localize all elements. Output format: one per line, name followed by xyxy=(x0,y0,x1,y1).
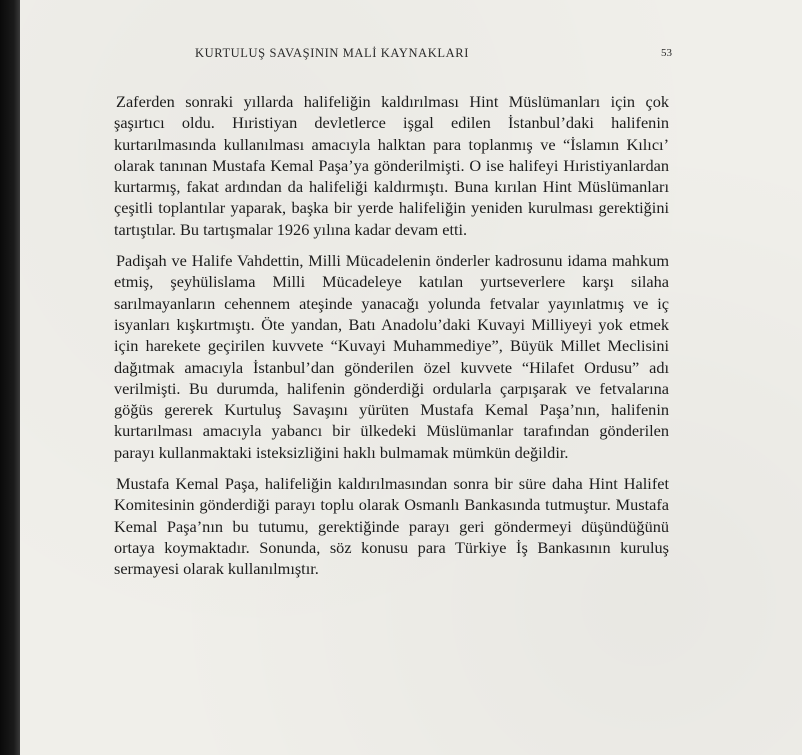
book-binding-edge xyxy=(0,0,20,755)
header-title: KURTULUŞ SAVAŞININ MALİ KAYNAKLARI xyxy=(195,46,469,60)
page-number: 53 xyxy=(661,47,672,59)
paragraph-3: Mustafa Kemal Paşa, halifeliğin kaldırılmasından sonra bir süre daha Hint Halifet Komitesinin gönderdiği parayı toplu olarak Osmanlı Bankasında tutmuştur. Mustafa Kemal Paşa’nın bu tutumu, gerektiğinde parayı geri göndermeyi düşündüğünü ortaya koymaktadır. Sonunda, söz konusu para Türkiye İş Bankasının kuruluş sermayesi olarak kullanılmıştır. xyxy=(114,474,669,579)
paragraph-2: Padişah ve Halife Vahdettin, Milli Mücadelenin önderler kadrosunu idama mahkum etmiş, şeyhülislama Milli Mücadeleye katılan yurtseverlere karşı silaha sarılmayanların cehennem ateşinde yanacağı yolunda fetvalar yayınlatmış ve iç isyanları kışkırtmıştı. Öte yandan, Batı Anadolu’daki Kuvayi Milliyeyi yok etmek için harekete geçirilen kuvvete “Kuvayi Muhammediye”, Büyük Millet Meclisini dağıtmak amacıyla İstanbul’dan gönderilen özel kuvvete “Hilafet Ordusu” adı verilmişti. Bu durumda, halifenin gönderdiği ordularla çarpışarak ve fetvalarına göğüs gererek Kurtuluş Savaşını yürüten Mustafa Kemal Paşa’nın, halifenin kurtarılması amacıyla yabancı bir ülkedeki Müslümanlar tarafından gönderilen parayı kullanmaktaki isteksizliğini haklı bulmamak mümkün değildir. xyxy=(114,251,669,462)
text-body xyxy=(114,91,669,590)
paragraph-1: Zaferden sonraki yıllarda halifeliğin kaldırılması Hint Müslümanları için çok şaşırtıcı oldu. Hıristiyan devletlerce işgal edilen İstanbul’daki halifenin kurtarılmasında kullanılması amacıyla halktan para toplanmış ve “İslamın Kılıcı’ olarak tanınan Mustafa Kemal Paşa’ya gönderilmişti. O ise halifeyi Hıristiyanlardan kurtarmış, fakat ardından da halifeliği kaldırmıştı. Buna kırılan Hint Müslümanları çeşitli toplantılar yaparak, başka bir yerde halifeliğin yeniden kurulması gerektiğini tartıştılar. Bu tartışmalar 1926 yılına kadar devam etti. xyxy=(114,92,669,239)
running-header xyxy=(110,46,672,66)
